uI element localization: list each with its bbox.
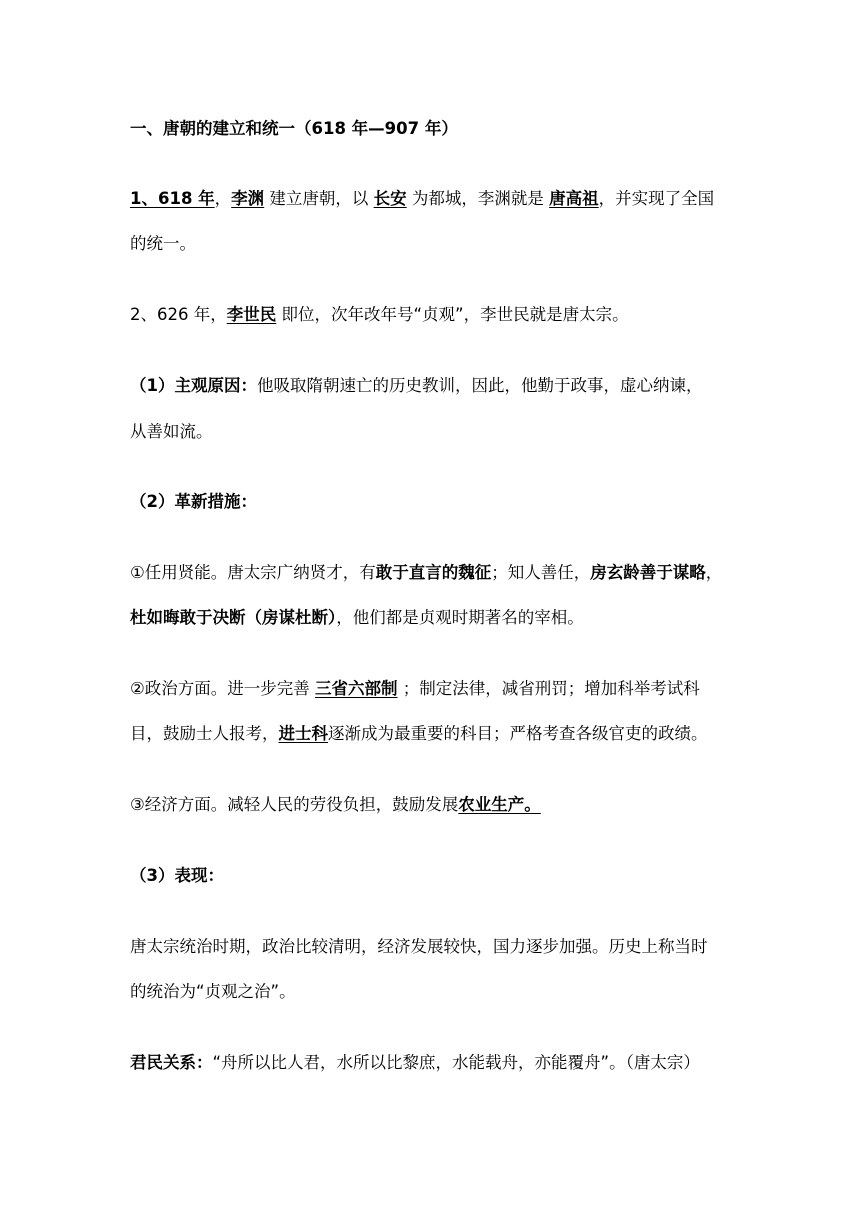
jinshi-exam: 进士科 (278, 724, 328, 743)
paragraph-6-line-2: 目，鼓励士人报考，进士科逐渐成为最重要的科目；严格考查各级官吏的政绩。 (130, 724, 708, 743)
paragraph-5-line-2: 杜如晦敢于决断（房谋杜断），他们都是贞观时期著名的宰相。 (130, 608, 584, 627)
paragraph-6-line-1: ②政治方面。进一步完善 三省六部制 ；制定法律，减省刑罚；增加科举考试科 (130, 679, 700, 698)
paragraph-9-line-2: 的统治为“贞观之治”。 (130, 982, 296, 1001)
wei-zheng: 敢于直言的魏征 (375, 563, 492, 582)
ruler-people-label: 君民关系： (130, 1053, 213, 1072)
paragraph-2: 2、626 年，李世民 即位，次年改年号“贞观”，李世民就是唐太宗。 (130, 305, 629, 324)
changan: 长安 (373, 189, 407, 208)
du-ruhui: 杜如晦敢于决断（房谋杜断） (130, 608, 337, 627)
paragraph-5-line-1: ①任用贤能。唐太宗广纳贤才，有敢于直言的魏征；知人善任，房玄龄善于谋略， (130, 563, 723, 582)
paragraph-3-line-1: （1）主观原因：他吸取隋朝速亡的历史教训，因此，他勤于政事，虚心纳谏， (130, 376, 703, 395)
fang-xuanling: 房玄龄善于谋略 (590, 563, 706, 582)
paragraph-7: ③经济方面。减轻人民的劳役负担，鼓励发展农业生产。 (130, 795, 541, 814)
three-departments-six-ministries: 三省六部制 (315, 679, 398, 698)
paragraph-3-line-2: 从善如流。 (130, 422, 213, 441)
li-shimin: 李世民 (226, 305, 277, 324)
section-heading: 一、唐朝的建立和统一（618 年—907 年） (130, 119, 458, 138)
manifestation-label: （3）表现： (130, 866, 224, 885)
li-yuan: 李渊 (231, 189, 265, 208)
paragraph-1-line-1: 1、618 年，李渊 建立唐朝，以 长安 为都城，李渊就是 唐高祖，并实现了全国 (130, 189, 715, 208)
paragraph-1-line-2: 的统一。 (130, 234, 196, 253)
agricultural-production: 农业生产。 (458, 795, 541, 814)
paragraph-9-line-1: 唐太宗统治时期，政治比较清明，经济发展较快，国力逐步加强。历史上称当时 (130, 937, 708, 956)
subjective-reason-label: （1）主观原因： (130, 376, 257, 395)
paragraph-10: 君民关系：“舟所以比人君，水所以比黎庶，水能载舟，亦能覆舟”。（唐太宗） (130, 1053, 700, 1072)
reform-measures-label: （2）革新措施： (130, 492, 257, 511)
tang-gaozu: 唐高祖 (549, 189, 599, 208)
year-618: 1、618 年 (130, 189, 215, 208)
